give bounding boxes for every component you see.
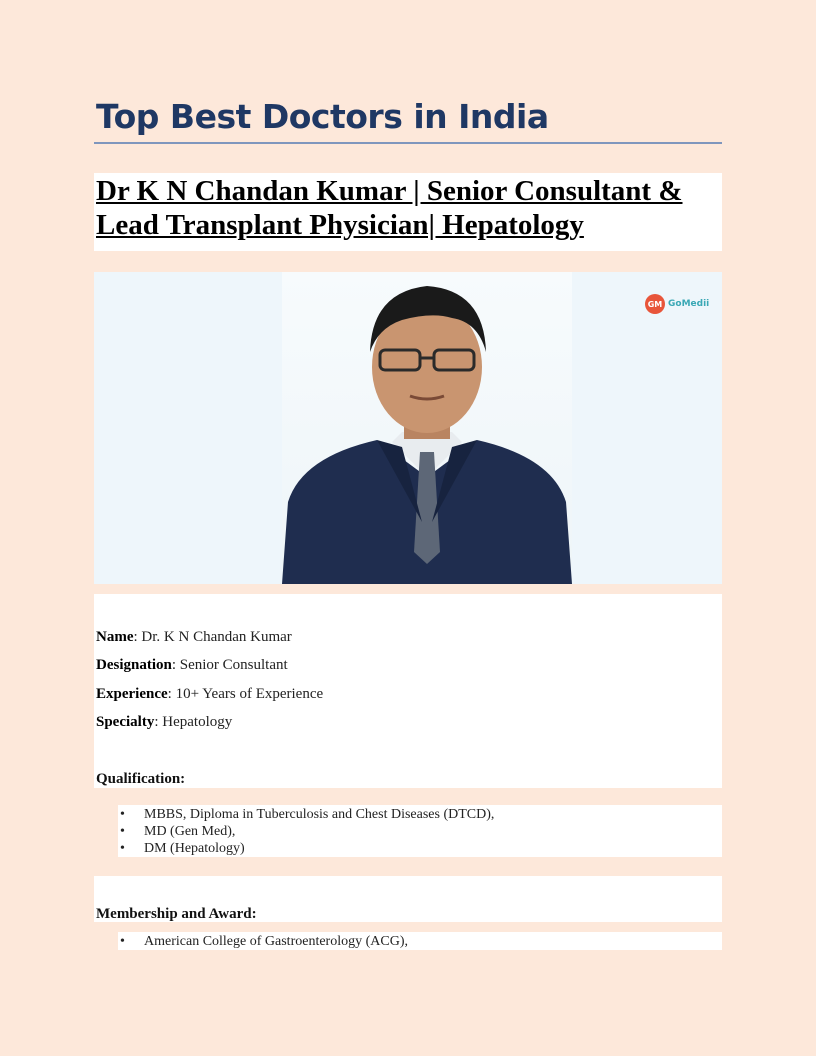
list-item: • American College of Gastroenterology (ACG), <box>118 933 722 950</box>
detail-experience <box>96 684 722 704</box>
qualification-list <box>118 806 722 857</box>
photo-backdrop <box>282 272 572 584</box>
doctor-photo <box>94 272 722 584</box>
detail-label: Specialty <box>96 714 155 730</box>
detail-label: Designation <box>96 657 172 673</box>
detail-name <box>96 627 722 647</box>
membership-heading: Membership and Award: <box>96 906 257 922</box>
detail-specialty <box>96 712 722 732</box>
detail-designation <box>96 655 722 675</box>
qualification-heading: Qualification: <box>96 771 186 787</box>
detail-label: Name <box>96 629 134 645</box>
detail-label: Experience <box>96 686 168 702</box>
list-item: • DM (Hepatology) <box>118 840 722 857</box>
title-divider <box>94 142 722 144</box>
list-item: • MD (Gen Med), <box>118 823 722 840</box>
gomedii-logo <box>645 293 709 315</box>
detail-value: : Senior Consultant <box>171 657 288 673</box>
detail-value: : 10+ Years of Experience <box>167 686 324 702</box>
gomedii-logo-icon: GM <box>645 294 665 314</box>
membership-list <box>118 933 722 950</box>
doctor-heading[interactable]: Dr K N Chandan Kumar | Senior Consultant & Lead Transplant Physician| Hepatology <box>96 175 683 241</box>
doctor-portrait-illustration <box>282 272 572 584</box>
detail-value: : Dr. K N Chandan Kumar <box>133 629 292 645</box>
list-item: • MBBS, Diploma in Tuberculosis and Chest Diseases (DTCD), <box>118 806 722 823</box>
page-title: Top Best Doctors in India <box>96 97 549 136</box>
gomedii-logo-text: GoMedii <box>668 299 710 309</box>
detail-value: : Hepatology <box>154 714 233 730</box>
